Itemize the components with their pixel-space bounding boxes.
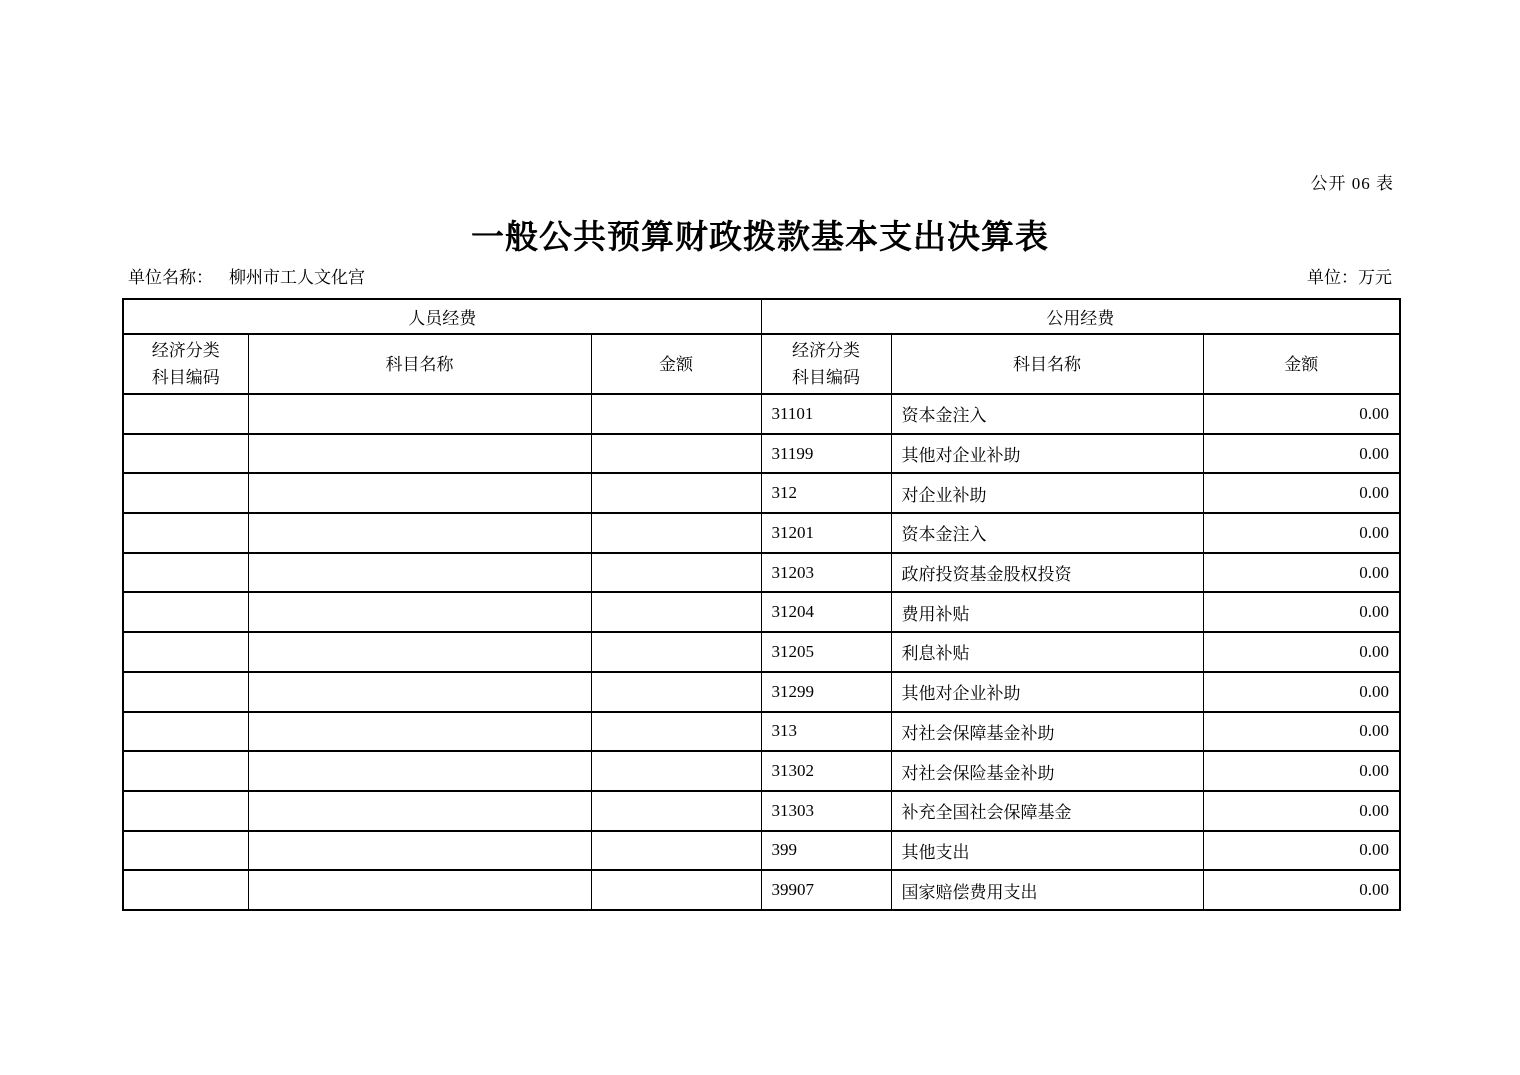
code-cell <box>123 553 248 593</box>
amount-cell: 0.00 <box>1203 632 1400 672</box>
amount-cell: 0.00 <box>1203 791 1400 831</box>
subject-name-cell <box>248 592 591 632</box>
left-name-header: 科目名称 <box>248 334 591 394</box>
code-header-line1: 经济分类 <box>151 341 220 360</box>
right-code-header <box>761 334 891 394</box>
amount-cell <box>591 831 761 871</box>
subject-name-cell <box>248 553 591 593</box>
amount-cell <box>591 870 761 910</box>
table-row <box>123 632 1400 672</box>
subject-name-cell <box>248 751 591 791</box>
subject-name-cell <box>248 394 591 434</box>
code-cell: 399 <box>761 831 891 871</box>
subject-name-cell: 国家赔偿费用支出 <box>891 870 1203 910</box>
subject-name-cell <box>248 870 591 910</box>
amount-cell <box>591 672 761 712</box>
column-header-row <box>123 334 1400 394</box>
amount-cell <box>591 751 761 791</box>
meta-row <box>128 263 1392 288</box>
page-title: 一般公共预算财政拨款基本支出决算表 <box>471 220 1049 256</box>
code-cell <box>123 712 248 752</box>
subject-name-cell: 对社会保障基金补助 <box>891 712 1203 752</box>
code-cell: 31201 <box>761 513 891 553</box>
amount-cell <box>591 791 761 831</box>
subject-name-cell <box>248 831 591 871</box>
amount-cell <box>591 473 761 513</box>
section-header-row <box>123 299 1400 334</box>
subject-name-cell <box>248 632 591 672</box>
unit-name-value: 柳州市工人文化宫 <box>229 268 365 287</box>
subject-name-cell <box>248 672 591 712</box>
code-header-line2: 科目编码 <box>792 368 861 387</box>
table-row <box>123 712 1400 752</box>
subject-name-cell <box>248 513 591 553</box>
code-cell <box>123 751 248 791</box>
code-cell: 31204 <box>761 592 891 632</box>
code-cell: 31303 <box>761 791 891 831</box>
amount-cell <box>591 632 761 672</box>
amount-cell: 0.00 <box>1203 751 1400 791</box>
table-row <box>123 553 1400 593</box>
amount-cell <box>591 434 761 474</box>
amount-cell: 0.00 <box>1203 712 1400 752</box>
table-row <box>123 672 1400 712</box>
table-row <box>123 870 1400 910</box>
code-cell <box>123 434 248 474</box>
table-row <box>123 831 1400 871</box>
left-amount-header: 金额 <box>591 334 761 394</box>
table-code-label: 公开 06 表 <box>1310 174 1394 193</box>
subject-name-cell: 其他支出 <box>891 831 1203 871</box>
unit-name-label: 单位名称： <box>128 268 213 287</box>
code-cell <box>123 791 248 831</box>
subject-name-cell: 费用补贴 <box>891 592 1203 632</box>
code-cell: 31101 <box>761 394 891 434</box>
code-cell: 31199 <box>761 434 891 474</box>
code-cell: 31205 <box>761 632 891 672</box>
amount-cell: 0.00 <box>1203 831 1400 871</box>
code-cell: 39907 <box>761 870 891 910</box>
right-amount-header: 金额 <box>1203 334 1400 394</box>
left-code-header <box>123 334 248 394</box>
code-cell <box>123 473 248 513</box>
table-row <box>123 592 1400 632</box>
subject-name-cell <box>248 473 591 513</box>
amount-cell: 0.00 <box>1203 870 1400 910</box>
subject-name-cell <box>248 791 591 831</box>
code-cell: 313 <box>761 712 891 752</box>
amount-cell: 0.00 <box>1203 513 1400 553</box>
code-cell <box>123 513 248 553</box>
right-section-title: 公用经费 <box>761 299 1400 334</box>
subject-name-cell: 政府投资基金股权投资 <box>891 553 1203 593</box>
subject-name-cell <box>248 712 591 752</box>
subject-name-cell: 补充全国社会保障基金 <box>891 791 1203 831</box>
code-cell <box>123 672 248 712</box>
code-cell <box>123 592 248 632</box>
amount-cell: 0.00 <box>1203 394 1400 434</box>
table-row <box>123 473 1400 513</box>
code-cell <box>123 632 248 672</box>
budget-table <box>122 298 1401 911</box>
code-cell: 31299 <box>761 672 891 712</box>
table-row <box>123 434 1400 474</box>
table-row <box>123 751 1400 791</box>
code-cell: 31302 <box>761 751 891 791</box>
amount-cell <box>591 513 761 553</box>
right-name-header: 科目名称 <box>891 334 1203 394</box>
amount-cell <box>591 592 761 632</box>
subject-name-cell: 资本金注入 <box>891 513 1203 553</box>
amount-cell: 0.00 <box>1203 592 1400 632</box>
unit-name-line <box>128 263 365 288</box>
table-body <box>123 394 1400 910</box>
table-row <box>123 394 1400 434</box>
amount-cell <box>591 553 761 593</box>
code-cell <box>123 394 248 434</box>
left-section-title: 人员经费 <box>123 299 761 334</box>
table-row <box>123 513 1400 553</box>
code-cell: 312 <box>761 473 891 513</box>
amount-cell <box>591 394 761 434</box>
code-cell <box>123 831 248 871</box>
code-cell <box>123 870 248 910</box>
amount-cell: 0.00 <box>1203 553 1400 593</box>
amount-cell: 0.00 <box>1203 672 1400 712</box>
code-header-line1: 经济分类 <box>792 341 861 360</box>
subject-name-cell: 利息补贴 <box>891 632 1203 672</box>
unit-label: 单位：万元 <box>1307 268 1392 287</box>
subject-name-cell: 资本金注入 <box>891 394 1203 434</box>
subject-name-cell: 对企业补助 <box>891 473 1203 513</box>
subject-name-cell <box>248 434 591 474</box>
amount-cell: 0.00 <box>1203 473 1400 513</box>
code-cell: 31203 <box>761 553 891 593</box>
subject-name-cell: 其他对企业补助 <box>891 434 1203 474</box>
table-row <box>123 791 1400 831</box>
amount-cell: 0.00 <box>1203 434 1400 474</box>
amount-cell <box>591 712 761 752</box>
code-header-line2: 科目编码 <box>151 368 220 387</box>
subject-name-cell: 其他对企业补助 <box>891 672 1203 712</box>
subject-name-cell: 对社会保险基金补助 <box>891 751 1203 791</box>
